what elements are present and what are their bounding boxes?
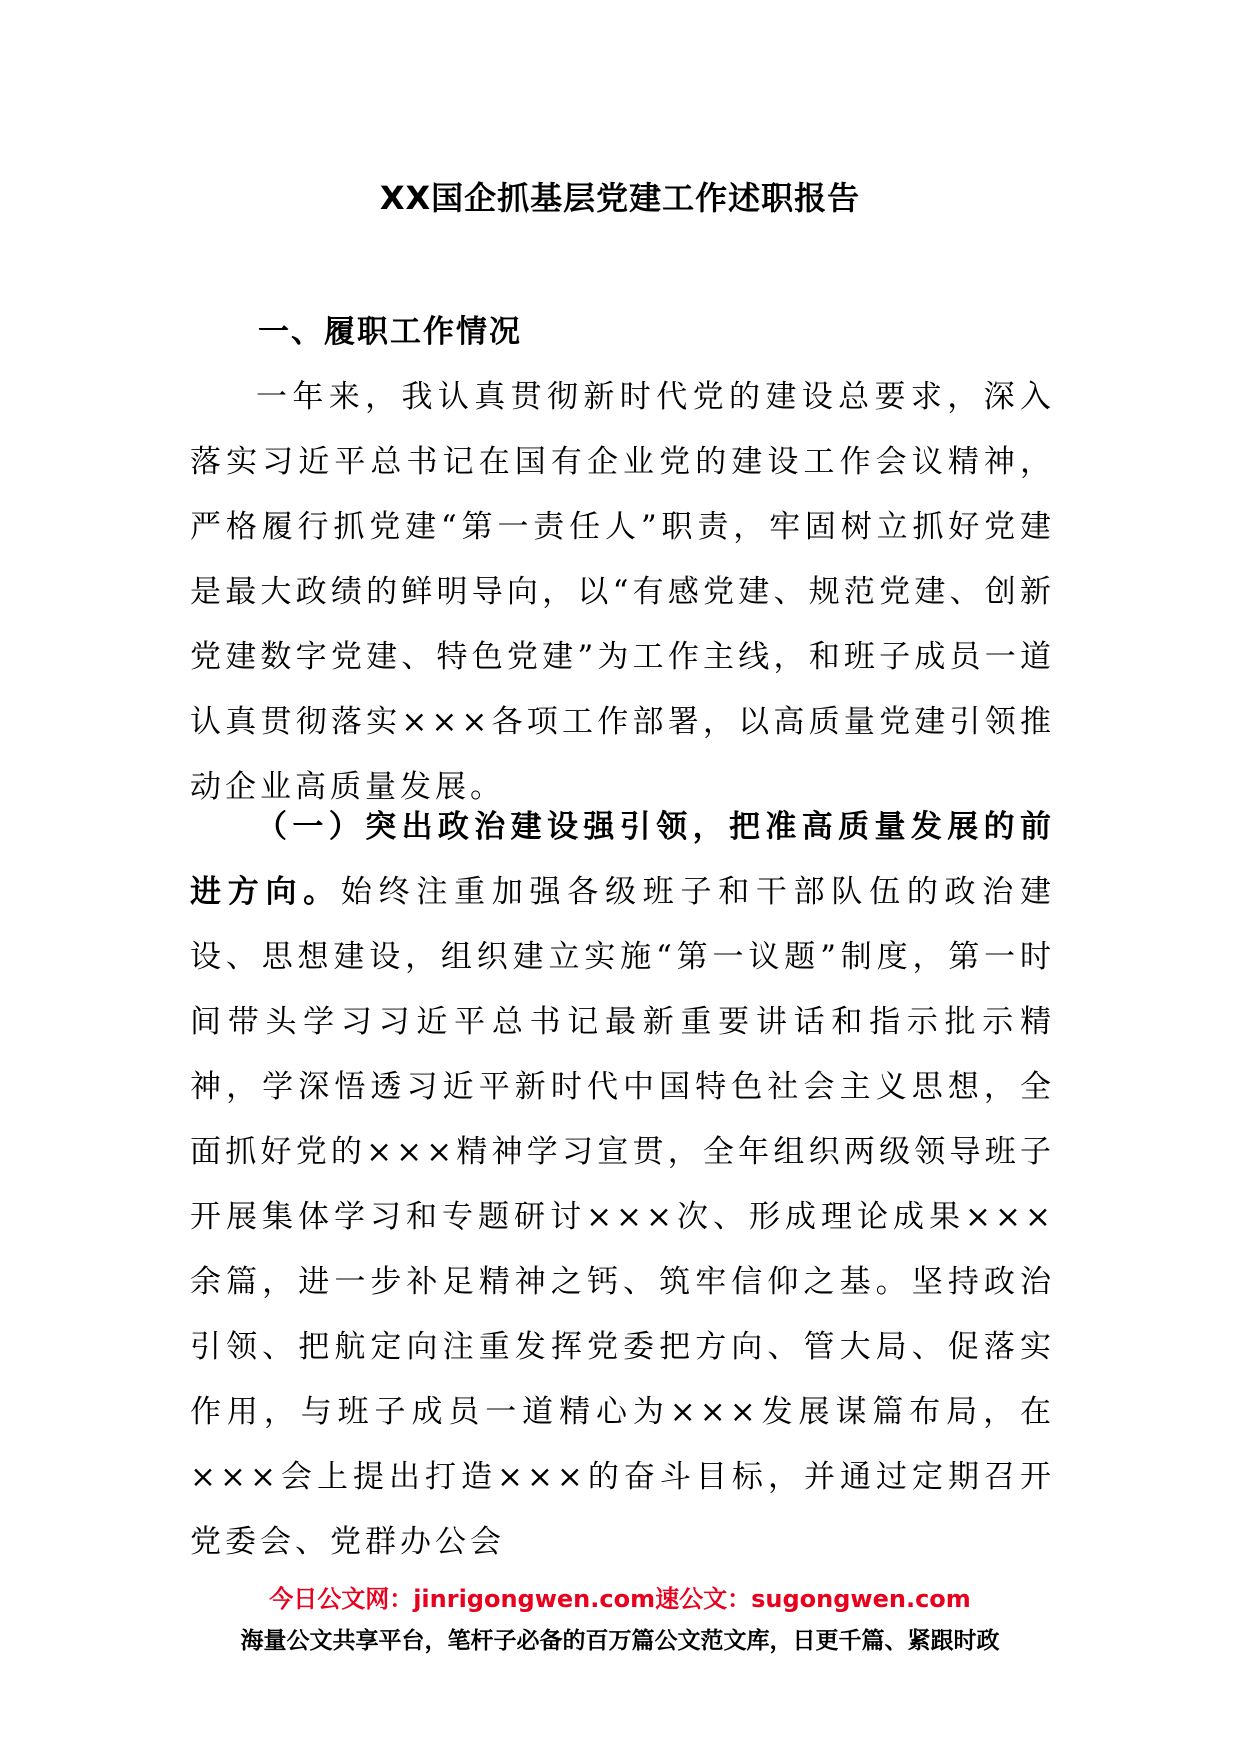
footer-slogan: 海量公文共享平台，笔杆子必备的百万篇公文范文库，日更千篇、紧跟时政 — [240, 1628, 1000, 1654]
section-heading: 一、履职工作情况 — [258, 314, 522, 350]
document-title: XX国企抓基层党建工作述职报告 — [379, 179, 861, 217]
body-paragraph: 一年来，我认真贯彻新时代党的建设总要求，深入落实习近平总书记在国有企业党的建设工作会议精神，严格履行抓党建“第一责任人”职责，牢固树立抓好党建是最大政绩的鲜明导向，以“有感党建、规范党建、创新党建数字党建、特色党建”为工作主线，和班子成员一道认真贯彻落实×××各项工作部署，以高质量党建引领推动企业高质量发展。 — [190, 379, 1055, 805]
footer-site-links: 今日公文网：jinrigongwen.com速公文：sugongwen.com — [269, 1585, 971, 1613]
body-paragraph-subsection — [190, 795, 1055, 1575]
subsection-heading: （一）突出政治建设强引领，把准高质量发展的前进方向。 — [190, 809, 1055, 910]
subsection-body: 始终注重加强各级班子和干部队伍的政治建设、思想建设，组织建立实施“第一议题”制度，第一时间带头学习习近平总书记最新重要讲话和指示批示精神，学深悟透习近平新时代中国特色社会主义思想，全面抓好党的×××精神学习宣贯，全年组织两级领导班子开展集体学习和专题研讨×××次、形成理论成果×××余篇，进一步补足精神之钙、筑牢信仰之基。坚持政治引领、把航定向注重发挥党委把方向、管大局、促落实作用，与班子成员一道精心为×××发展谋篇布局，在×××会上提出打造×××的奋斗目标，并通过定期召开党委会、党群办公会 — [190, 874, 1056, 1560]
